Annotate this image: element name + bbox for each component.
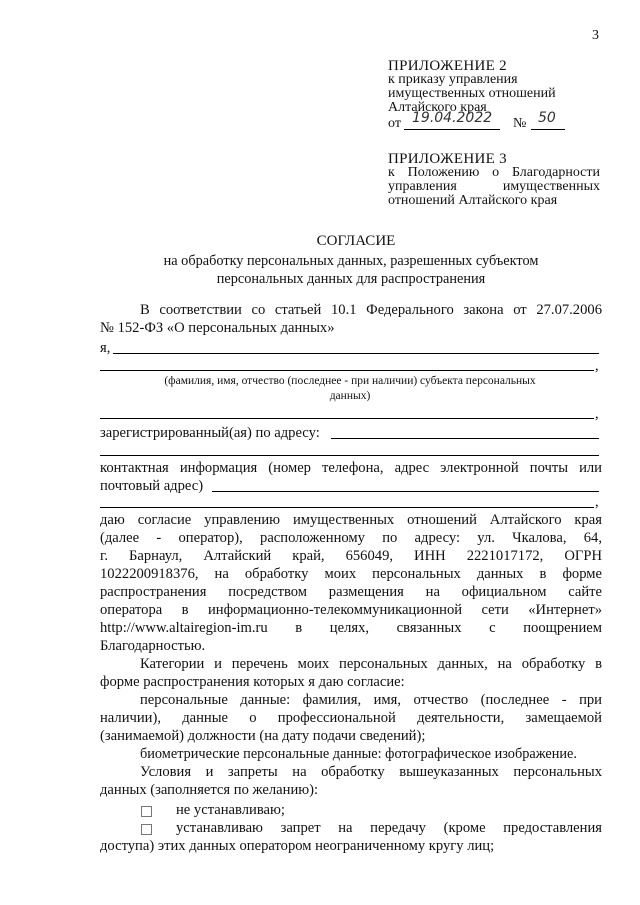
- registered-label: зарегистрированный(ая) по адресу:: [100, 425, 320, 441]
- contact-line1: контактная информация (номер телефона, адрес электронной почты или: [100, 460, 602, 476]
- consent-line-3: г. Барнаул, Алтайский край, 656049, ИНН 2221017172, ОГРН: [100, 548, 602, 564]
- consent-line-2: (далее - оператор), расположенному по адресу: ул. Чкалова, 64,: [100, 530, 602, 546]
- option-set-ban-line2: доступа) этих данных оператором неограниченному кругу лиц;: [100, 838, 495, 854]
- conditions-line1: Условия и запреты на обработку вышеуказанных персональных: [140, 764, 602, 780]
- date-handwritten: 19.04.2022: [412, 110, 493, 126]
- name-field-line-2: [100, 370, 594, 371]
- option-set-ban-checkbox[interactable]: [141, 824, 152, 835]
- consent-line-4: 1022200918376, на обработку моих персональных данных в форме: [100, 566, 602, 582]
- personal-data-line2: наличии), данные о профессиональной деятельности, замещаемой: [100, 710, 602, 726]
- address-field-line: [331, 438, 599, 439]
- number-underline: [531, 129, 565, 130]
- consent-line-5: распространения посредством размещения на официальном сайте: [100, 584, 602, 600]
- consent-line-7: http://www.altairegion-im.ru в целях, связанных с поощрением: [100, 620, 602, 636]
- option-set-ban-line1: устанавливаю запрет на передачу (кроме предоставления: [176, 820, 602, 836]
- biometric-data-line: биометрические персональные данные: фотографическое изображение.: [140, 746, 577, 762]
- appendix3-title: ПРИЛОЖЕНИЕ 3: [388, 151, 507, 167]
- number-prefix: №: [513, 116, 527, 131]
- page-number: 3: [592, 28, 599, 43]
- intro-line1: В соответствии со статьей 10.1 Федерального закона от 27.07.2006: [140, 302, 602, 318]
- comma-1: ,: [595, 358, 599, 374]
- contact-field-line: [212, 491, 599, 492]
- comma-2: ,: [595, 406, 599, 422]
- contact-line2: почтовый адрес): [100, 478, 204, 494]
- appendix2-line2: имущественных отношений: [388, 86, 556, 101]
- option-not-set-checkbox[interactable]: [141, 806, 152, 817]
- number-handwritten: 50: [538, 110, 556, 126]
- appendix2-block: [388, 59, 556, 115]
- consent-line-1: даю согласие управлению имущественных отношений Алтайского края: [100, 512, 602, 528]
- appendix2-line3: Алтайского края: [388, 100, 487, 115]
- document-subtitle-line1: на обработку персональных данных, разрешенных субъектом: [163, 253, 539, 269]
- contact-field-line-2: [100, 507, 594, 508]
- intro-line2: № 152-ФЗ «О персональных данных»: [100, 320, 335, 336]
- consent-line-8: Благодарностью.: [100, 638, 206, 654]
- appendix3-line1: к Положению о Благодарности: [388, 165, 600, 180]
- option-not-set-label: не устанавливаю;: [176, 802, 285, 818]
- ya-label: я,: [100, 340, 111, 356]
- categories-line1: Категории и перечень моих персональных данных, на обработку в: [140, 656, 602, 672]
- conditions-line2: данных (заполняется по желанию):: [100, 782, 319, 798]
- date-prefix: от: [388, 116, 401, 131]
- personal-data-line3: (занимаемой) должности (на дату подачи сведений);: [100, 728, 426, 744]
- fio-hint-line2: данных): [329, 390, 371, 402]
- comma-3: ,: [595, 494, 599, 510]
- consent-line-6: оператора в информационно-телекоммуникационной сети «Интернет»: [100, 602, 602, 618]
- fio-hint-line1: (фамилия, имя, отчество (последнее - при наличии) субъекта персональных: [164, 375, 536, 387]
- appendix2-title: ПРИЛОЖЕНИЕ 2: [388, 58, 507, 74]
- categories-line2: форме распространения которых я даю согласие:: [100, 674, 405, 690]
- address-field-line-2: [100, 455, 599, 456]
- appendix3-line3: отношений Алтайского края: [388, 193, 558, 208]
- document-subtitle-line2: персональных данных для распространения: [216, 271, 486, 287]
- appendix2-line1: к приказу управления: [388, 72, 518, 87]
- date-underline: [404, 129, 500, 130]
- name-field-line-3: [100, 418, 594, 419]
- personal-data-line1: персональные данные: фамилия, имя, отчество (последнее - при: [140, 692, 602, 708]
- appendix3-block: [388, 152, 600, 208]
- name-field-line: [113, 353, 599, 354]
- document-title: СОГЛАСИЕ: [316, 233, 396, 249]
- appendix3-line2: управления имущественных: [388, 179, 600, 194]
